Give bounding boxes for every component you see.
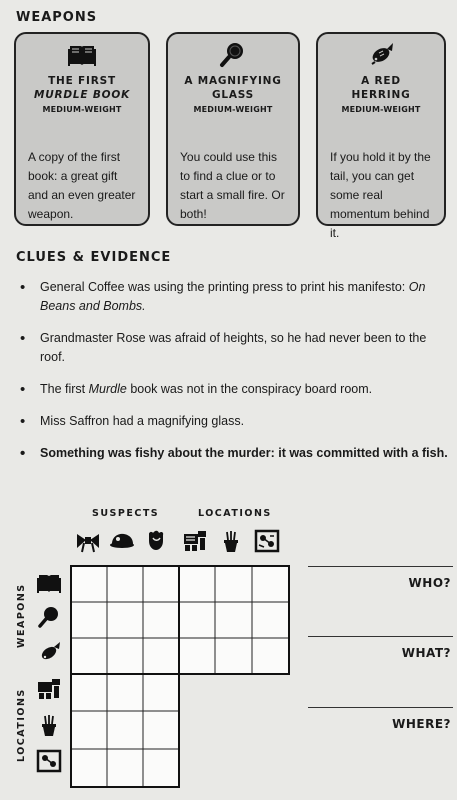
weapons-suspects-block <box>71 566 179 674</box>
board-icon <box>36 748 62 774</box>
weapons-row-label: WEAPONS <box>16 583 27 648</box>
clues-title: CLUES & EVIDENCE <box>16 250 172 265</box>
weapon-name: THE FIRST MURDLE BOOK <box>33 75 131 101</box>
who-label: WHO? <box>408 576 451 590</box>
locations-suspects-block <box>71 674 179 787</box>
book-icon <box>16 40 148 72</box>
list-item: • General Coffee was using the printing press to print his manifesto: On Beans and Bombs. <box>18 278 448 316</box>
weapon-name: A MAGNIFYING GLASS <box>184 75 282 101</box>
locations-label: LOCATIONS <box>198 508 272 519</box>
hat-icon <box>109 528 135 554</box>
weapon-weight: MEDIUM-WEIGHT <box>193 105 273 114</box>
what-answer-line[interactable] <box>308 636 453 637</box>
book-icon <box>36 570 62 596</box>
weapon-description: You could use this to find a clue or to start a small fire. Or both! <box>180 150 285 221</box>
who-answer-line[interactable] <box>308 566 453 567</box>
where-answer-line[interactable] <box>308 707 453 708</box>
printing-press-icon <box>36 676 62 702</box>
where-label: WHERE? <box>392 717 451 731</box>
fish-icon <box>36 640 62 666</box>
plant-pot-icon <box>36 712 62 738</box>
weapon-cards <box>14 32 444 240</box>
locations-row-label: LOCATIONS <box>16 688 27 762</box>
weapon-description: A copy of the first book: a great gift and an even greater weapon. <box>28 150 136 221</box>
plant-pot-icon <box>218 528 244 554</box>
weapon-weight: MEDIUM-WEIGHT <box>42 105 122 114</box>
what-label: WHAT? <box>401 646 451 660</box>
magnifying-glass-icon <box>36 604 62 630</box>
magnifying-glass-icon <box>168 40 298 72</box>
weapon-weight: MEDIUM-WEIGHT <box>341 105 421 114</box>
bow-icon <box>75 528 101 554</box>
weapon-name: A RED HERRING <box>351 75 411 101</box>
fish-icon <box>318 40 444 72</box>
weapon-description: If you hold it by the tail, you can get some real momentum behind it. <box>330 150 431 240</box>
weapon-card-magnifying-glass <box>166 32 300 226</box>
list-item: • Grandmaster Rose was afraid of heights, so he had never been to the roof. <box>18 329 448 367</box>
list-item: • Something was fishy about the murder: it was committed with a fish. <box>18 444 448 463</box>
clues-list <box>18 278 448 476</box>
rose-icon <box>143 528 169 554</box>
list-item: • The first Murdle book was not in the conspiracy board room. <box>18 380 448 399</box>
weapons-title: WEAPONS <box>16 10 98 25</box>
printing-press-icon <box>182 528 208 554</box>
board-icon <box>254 528 280 554</box>
logic-grid <box>70 565 292 790</box>
weapons-locations-block <box>179 566 289 674</box>
weapon-card-red-herring <box>316 32 446 240</box>
weapon-card-murdle-book <box>14 32 150 226</box>
list-item: • Miss Saffron had a magnifying glass. <box>18 412 448 431</box>
suspects-label: SUSPECTS <box>92 508 160 519</box>
